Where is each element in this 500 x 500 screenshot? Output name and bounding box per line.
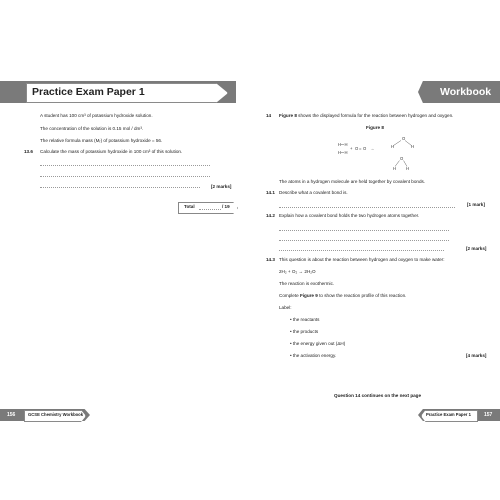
answer-line-2 [40,176,210,177]
q14-text-body: shows the displayed formula for the reaction between hydrogen and oxygen. [298,113,454,118]
figure-9-ref: Figure 9 [299,293,318,298]
h-atom-2: H [338,150,342,155]
bullet-products: • the products [290,329,319,334]
bullet-activation: • the activation energy. [290,353,337,358]
double-bond: = [359,146,362,151]
o-atom-2: O [363,146,367,151]
q14-2-number: 14.2 [266,213,275,218]
right-footer-text: Practice Exam Paper 1 [426,412,471,417]
product-h-3: H [393,166,397,171]
left-line-2: The concentration of the solution is 0.15 mol / dm³. [40,126,144,131]
complete-pre: Complete [279,293,299,298]
total-value: / 19 [222,204,230,209]
q14-text [279,113,453,119]
plus-sign: + [350,146,353,151]
h-atom-1: H [338,142,342,147]
o-atom-1: O [355,146,359,151]
total-label: Total [184,204,195,209]
reaction-formula-svg [334,132,434,178]
q13-6-number: 13.6 [24,149,33,154]
q14-2-answer-line-3 [279,250,444,251]
q14-2-marks: [2 marks] [466,246,487,251]
q14-2-text: Explain how a covalent bond holds the two hydrogen atoms together. [279,213,420,218]
workbook-label: Workbook [440,86,492,98]
left-footer-text: GCSE Chemistry Workbook [28,412,84,417]
continues-note: Question 14 continues on the next page [334,393,422,398]
complete-instruction [279,293,406,299]
bullet-energy: • the energy given out (ΔH) [290,341,346,346]
bullet-activation-text: the activation energy. [292,353,337,358]
q14-figure-ref: Figure 8 [279,113,297,118]
answer-line-3 [40,187,200,188]
label-word: Label: [279,305,292,310]
q13-6-marks: [2 marks] [211,184,232,189]
q14-1-text: Describe what a covalent bond is. [279,190,348,195]
total-dots [199,209,221,210]
q14-intro: The atoms in a hydrogen molecule are held together by covalent bonds. [279,179,426,184]
answer-line-1 [40,165,210,166]
product-h-4: H [406,166,410,171]
reaction-equation: 2H₂ + O₂ → 2H₂O [279,269,316,274]
bullet-products-text: the products [292,329,319,334]
q14-1-answer-line [279,207,455,208]
q14-number: 14 [266,113,272,118]
product-o-1: O [402,136,406,141]
product-h-1: H [391,144,395,149]
figure-8-diagram [334,132,434,178]
bullet-energy-text: the energy given out (ΔH) [292,341,346,346]
q14-3-marks: [4 marks] [466,353,487,358]
q14-2-answer-line-2 [279,240,449,241]
exothermic-statement: The reaction is exothermic. [279,281,335,286]
complete-post: to show the reaction profile of this reaction. [319,293,407,298]
left-page-number: 156 [7,412,16,418]
page-title: Practice Exam Paper 1 [32,86,145,98]
product-h-2: H [411,144,415,149]
left-line-1: A student has 100 cm³ of potassium hydroxide solution. [40,113,153,118]
left-line-3: The relative formula mass (Mᵣ) of potassium hydroxide = 56. [40,138,163,143]
right-page-number: 157 [484,412,493,418]
bullet-reactants-text: the reactants [292,317,320,322]
h-atom-3: H [344,142,348,147]
reaction-arrow: → [370,146,375,151]
q14-1-number: 14.1 [266,190,275,195]
figure-8-caption: Figure 8 [366,125,384,130]
q14-3-number: 14.3 [266,257,275,262]
h-atom-4: H [344,150,348,155]
q14-3-text: This question is about the reaction between hydrogen and oxygen to make water: [279,257,445,262]
product-o-2: O [400,156,404,161]
q14-1-marks: [1 mark] [467,202,485,207]
q14-2-answer-line-1 [279,230,449,231]
q13-6-text: Calculate the mass of potassium hydroxide in 100 cm³ of this solution. [40,149,183,154]
bullet-reactants: • the reactants [290,317,320,322]
